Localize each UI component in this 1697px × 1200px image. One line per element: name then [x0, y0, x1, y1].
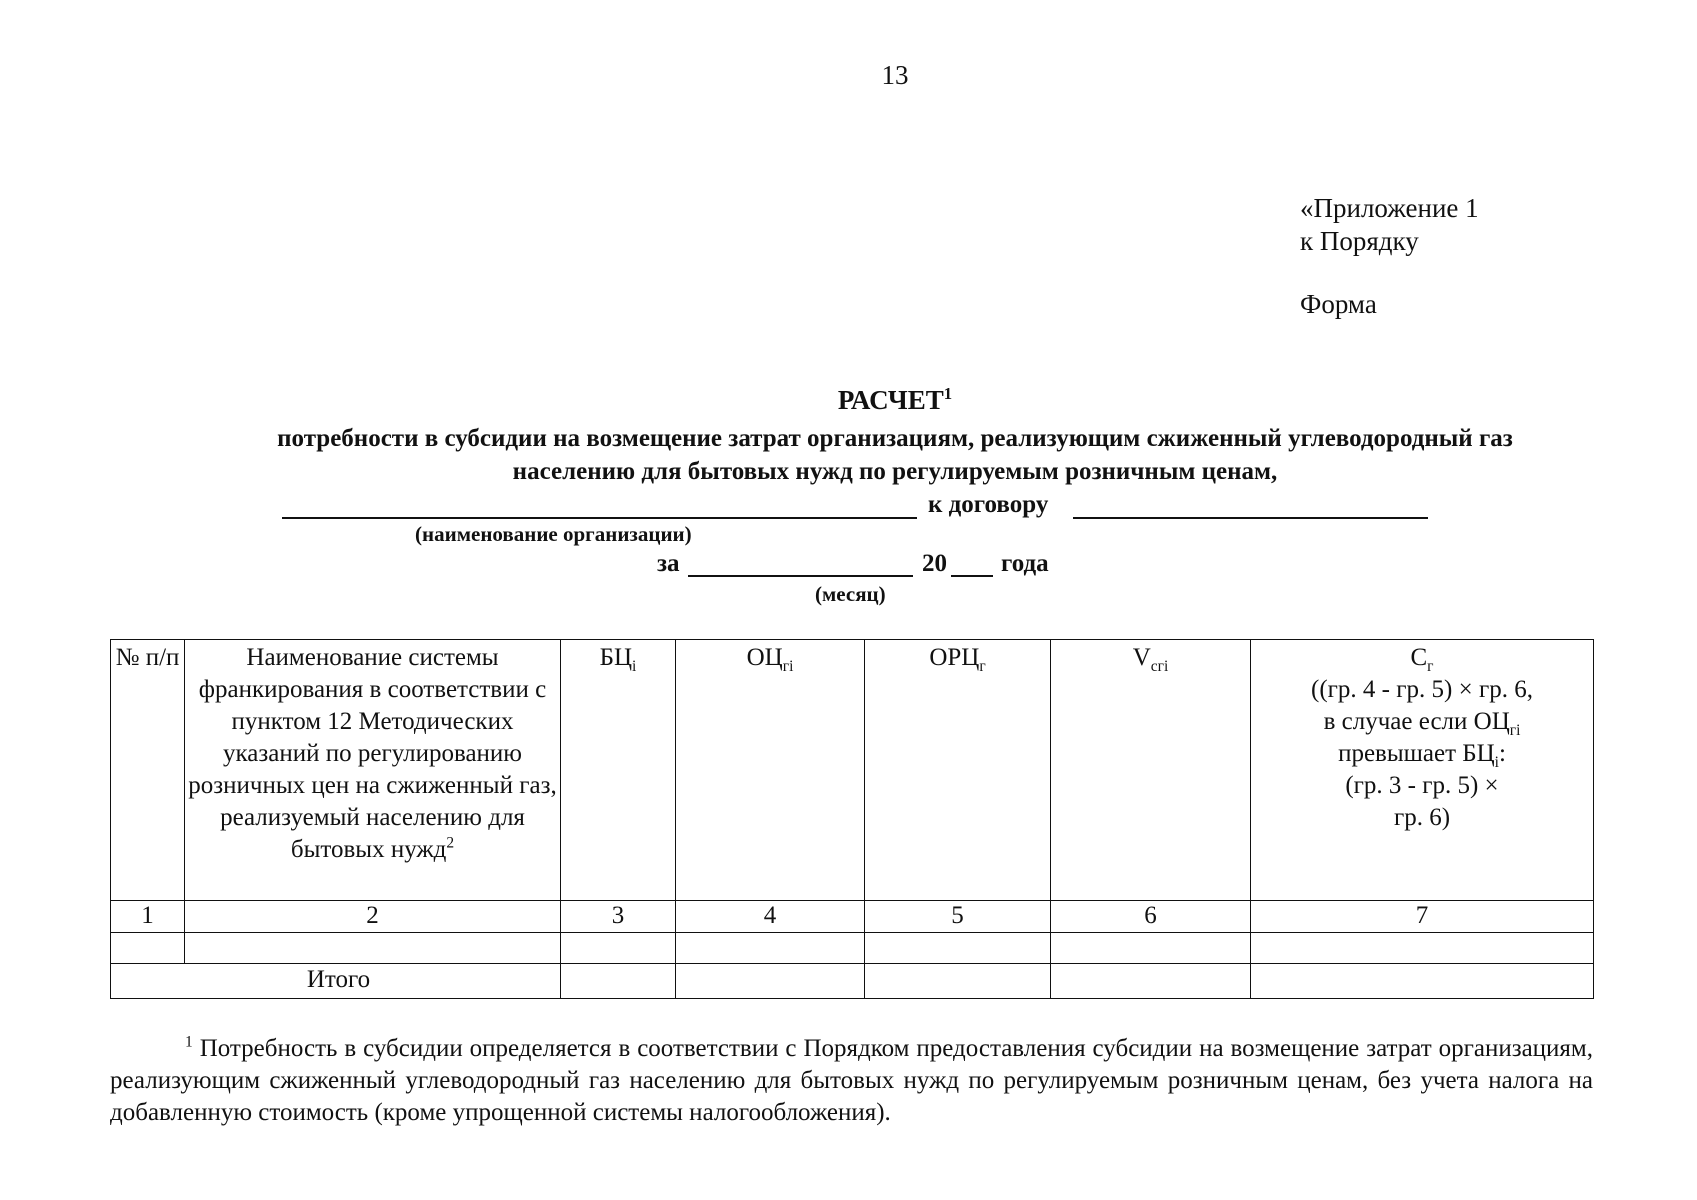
header-cell-wholesale-price: $ОЦ_{гi}$: [676, 640, 865, 901]
contract-number-blank[interactable]: [1073, 517, 1428, 519]
column-number-row: [111, 901, 1594, 933]
table-cell[interactable]: [561, 933, 676, 964]
header-cell-base-price: $БЦ_i$: [561, 640, 676, 901]
month-caption: (месяц): [815, 582, 886, 606]
title-footnote-marker: 1: [943, 384, 953, 403]
month-blank[interactable]: [688, 575, 913, 577]
appendix-line-2: к Порядку: [1300, 226, 1419, 256]
document-subtitle-line-1: потребности в субсидии на возмещение затрат организациям, реализующим сжиженный углеводородный газ: [277, 425, 1513, 452]
column-number: 6: [1051, 901, 1251, 933]
footnote-text: Потребность в субсидии определяется в соответствии с Порядком предоставления субсидии на возмещение затрат организациям, реализующим сжиженный углеводородный газ населению для бытовых нужд по регулируемым розничным ценам, без учета налога на добавленную стоимость (кроме упрощенной системы налогообложения).: [110, 1035, 1594, 1126]
period-for-label: за: [657, 550, 680, 577]
table-cell[interactable]: [1251, 964, 1594, 999]
table-cell[interactable]: [1251, 933, 1594, 964]
table-cell[interactable]: [1051, 964, 1251, 999]
header-cell-subsidy-amount: $С_г$ ((гр. 4 - гр. 5) × гр. 6, в случае если $ОЦ_{гi}$ превышает $БЦ_i$: (гр. 3 - гр. 5) × гр. 6): [1251, 640, 1594, 901]
column-number: 3: [561, 901, 676, 933]
year-blank[interactable]: [951, 575, 993, 577]
header-cell-volume: $V_{сгi}$: [1051, 640, 1251, 901]
table-cell[interactable]: [1051, 933, 1251, 964]
table-cell[interactable]: [561, 964, 676, 999]
header-cell-franking-system: Наименование системы франкирования в соответствии с пунктом 12 Методических указаний по регулированию розничных цен на сжиженный газ, реализуемый населению для бытовых нужд$^2$: [185, 640, 561, 901]
appendix-line-1: «Приложение 1: [1300, 193, 1479, 223]
table-data-row: [111, 933, 1594, 964]
table-total-row: [111, 964, 1594, 999]
page-number: 13: [881, 60, 909, 90]
document-subtitle-line-2: населению для бытовых нужд по регулируемым розничным ценам,: [512, 458, 1278, 485]
table-header-row: [111, 640, 1594, 901]
form-label: Форма: [1300, 289, 1377, 319]
column-number: 1: [111, 901, 185, 933]
year-prefix: 20: [922, 550, 947, 577]
table-cell[interactable]: [865, 964, 1051, 999]
column-number: 2: [185, 901, 561, 933]
column-number: 7: [1251, 901, 1594, 933]
organization-caption: (наименование организации): [415, 522, 692, 546]
footnote: [110, 1033, 1593, 1129]
footnote-marker: 1: [185, 1033, 193, 1051]
table-cell[interactable]: [865, 933, 1051, 964]
header-cell-regulated-retail-price: $ОРЦ_г$: [865, 640, 1051, 901]
calculation-table: [110, 639, 1594, 999]
document-title: [100, 385, 1690, 416]
appendix-reference: [1300, 192, 1479, 258]
year-suffix: года: [1001, 550, 1049, 577]
table-cell[interactable]: [676, 964, 865, 999]
organization-name-blank[interactable]: [282, 517, 917, 519]
table-cell[interactable]: [676, 933, 865, 964]
table-cell[interactable]: [111, 933, 185, 964]
table-cell[interactable]: [185, 933, 561, 964]
column-number: 5: [865, 901, 1051, 933]
contract-label: к договору: [928, 491, 1049, 518]
total-label: Итого: [111, 964, 561, 999]
column-number: 4: [676, 901, 865, 933]
header-footnote-marker: 2: [446, 834, 455, 852]
header-cell-number: № п/п: [111, 640, 185, 901]
document-title-text: РАСЧЕТ: [837, 385, 944, 415]
